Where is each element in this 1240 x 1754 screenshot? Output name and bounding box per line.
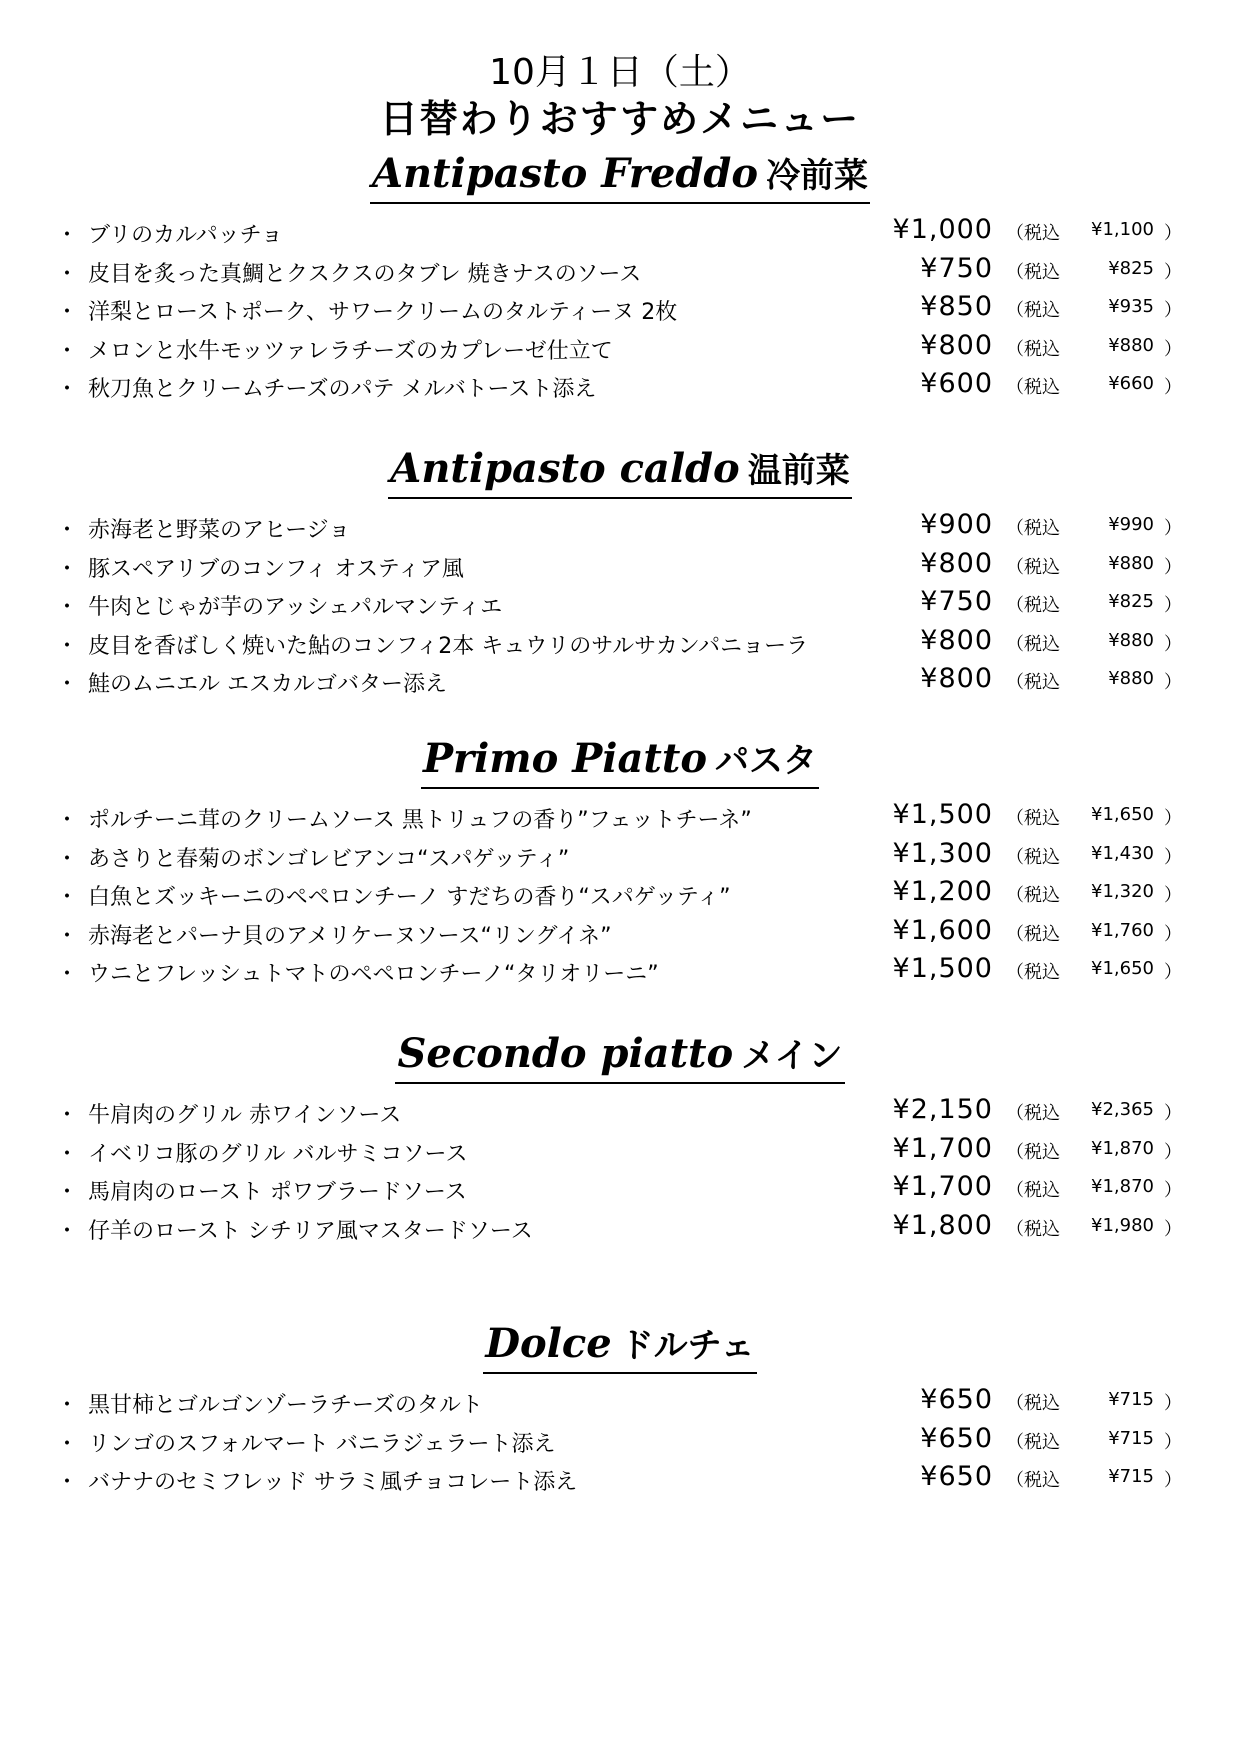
menu-item-list [0, 801, 1240, 994]
item-name: 白魚とズッキーニのペペロンチーノ すだちの香り“スパゲッティ” [88, 885, 731, 911]
menu-item [0, 511, 1240, 550]
menu-item [0, 665, 1240, 704]
bullet: ・ [56, 518, 79, 543]
tax-close: ） [1164, 377, 1182, 399]
tax-label: （税込 [1006, 1103, 1060, 1124]
item-tax-price: ¥1,760 [1091, 919, 1154, 941]
menu-subtitle: 日替わりおすすめメニュー [379, 97, 861, 141]
item-name: 仔羊のロースト シチリア風マスタードソース [88, 1218, 533, 1244]
menu-item [0, 252, 1240, 294]
item-tax-price: ¥1,980 [1091, 1214, 1154, 1236]
menu-item [0, 216, 1240, 255]
bullet: ・ [56, 261, 79, 287]
item-tax-price: ¥1,100 [1091, 219, 1154, 240]
item-price: ¥650 [920, 1422, 993, 1454]
menu-item [0, 1209, 1240, 1251]
tax-label: （税込 [1006, 261, 1060, 283]
item-price: ¥1,700 [892, 1171, 993, 1203]
bullet: ・ [56, 223, 79, 248]
section-heading [0, 150, 1240, 210]
tax-label: （税込 [1006, 672, 1060, 694]
item-price: ¥800 [920, 329, 993, 361]
tax-close: ） [1164, 1180, 1182, 1202]
item-price: ¥900 [920, 509, 993, 540]
bullet: ・ [56, 672, 79, 698]
item-name: 馬肩肉のロースト ポワブラードソース [88, 1180, 467, 1206]
item-name: 秋刀魚とクリームチーズのパテ メルバトースト添え [88, 377, 597, 403]
item-name: バナナのセミフレッド サラミ風チョコレート添え [88, 1470, 578, 1496]
section-title-jp: パスタ [715, 741, 818, 781]
section-title-en: Secondo piatto [397, 1030, 734, 1077]
menu-item-list [0, 216, 1240, 409]
item-name: ポルチーニ茸のクリームソース 黒トリュフの香り”フェットチーネ” [88, 808, 752, 833]
item-tax-price: ¥880 [1108, 552, 1154, 574]
item-name: 牛肩肉のグリル 赤ワインソース [88, 1103, 402, 1128]
tax-label: （税込 [1006, 377, 1060, 399]
item-name: 鮭のムニエル エスカルゴバター添え [88, 672, 447, 698]
item-name: 黒甘柿とゴルゴンゾーラチーズのタルト [88, 1393, 483, 1418]
section-heading [0, 735, 1240, 795]
menu-section [0, 1030, 1240, 1250]
tax-label: （税込 [1006, 300, 1060, 322]
tax-label: （税込 [1006, 556, 1060, 578]
menu-item [0, 1096, 1240, 1135]
tax-close: ） [1164, 261, 1182, 283]
menu-item [0, 293, 1240, 332]
tax-close: ） [1164, 1218, 1182, 1240]
item-name: 豚スペアリブのコンフィ オスティア風 [88, 556, 464, 582]
item-tax-price: ¥715 [1108, 1466, 1154, 1488]
item-tax-price: ¥660 [1108, 373, 1154, 395]
item-tax-price: ¥2,365 [1091, 1099, 1154, 1120]
menu-item [0, 1173, 1240, 1212]
item-price: ¥600 [920, 368, 993, 400]
tax-label: （税込 [1006, 846, 1060, 868]
item-price: ¥2,150 [892, 1094, 993, 1125]
item-name: 皮目を炙った真鯛とクスクスのタブレ 焼きナスのソース [88, 261, 642, 287]
tax-close: ） [1164, 923, 1182, 945]
item-price: ¥850 [920, 291, 993, 323]
tax-close: ） [1164, 672, 1182, 694]
tax-label: （税込 [1006, 1218, 1060, 1240]
menu-item [0, 914, 1240, 956]
tax-close: ） [1164, 1470, 1182, 1492]
bullet: ・ [56, 1393, 79, 1418]
item-price: ¥1,200 [892, 876, 993, 908]
bullet: ・ [56, 1431, 79, 1457]
tax-close: ） [1164, 300, 1182, 322]
bullet: ・ [56, 808, 79, 833]
tax-close: ） [1164, 885, 1182, 907]
item-price: ¥1,000 [892, 214, 993, 245]
menu-item [0, 547, 1240, 589]
menu-item-list [0, 511, 1240, 704]
item-price: ¥1,700 [892, 1132, 993, 1164]
item-tax-price: ¥1,870 [1091, 1137, 1154, 1159]
menu-item [0, 1463, 1240, 1502]
menu-section [0, 735, 1240, 994]
item-price: ¥800 [920, 624, 993, 656]
tax-close: ） [1164, 518, 1182, 539]
item-name: ウニとフレッシュトマトのペペロンチーノ“タリオリーニ” [88, 962, 659, 988]
item-tax-price: ¥1,650 [1091, 804, 1154, 825]
menu-section [0, 1320, 1240, 1502]
tax-close: ） [1164, 846, 1182, 868]
bullet: ・ [56, 885, 79, 911]
item-price: ¥750 [920, 586, 993, 618]
tax-label: （税込 [1006, 1470, 1060, 1492]
item-name: 牛肉とじゃが芋のアッシェパルマンティエ [88, 595, 503, 621]
section-title-jp: 冷前菜 [766, 156, 869, 196]
item-price: ¥1,500 [892, 953, 993, 985]
menu-item [0, 588, 1240, 627]
tax-label: （税込 [1006, 885, 1060, 907]
item-name: 赤海老とパーナ貝のアメリケーヌソース“リングイネ” [88, 923, 612, 949]
tax-close: ） [1164, 595, 1182, 617]
item-name: 赤海老と野菜のアヒージョ [88, 518, 351, 543]
tax-label: （税込 [1006, 1141, 1060, 1163]
item-tax-price: ¥1,430 [1091, 842, 1154, 864]
bullet: ・ [56, 1218, 79, 1244]
bullet: ・ [56, 300, 79, 326]
menu-date: 10月１日（土） [489, 52, 751, 93]
section-title [370, 150, 870, 204]
tax-close: ） [1164, 223, 1182, 244]
section-title-en: Dolce [485, 1320, 612, 1367]
tax-close: ） [1164, 1141, 1182, 1163]
item-price: ¥650 [920, 1461, 993, 1493]
tax-label: （税込 [1006, 808, 1060, 829]
menu-item [0, 370, 1240, 409]
tax-label: （税込 [1006, 962, 1060, 984]
tax-label: （税込 [1006, 595, 1060, 617]
item-name: 皮目を香ばしく焼いた鮎のコンフィ2本 キュウリのサルサカンパニョーラ [88, 633, 809, 659]
menu-item [0, 329, 1240, 371]
bullet: ・ [56, 1141, 79, 1167]
section-title-en: Antipasto Freddo [371, 150, 759, 197]
bullet: ・ [56, 1470, 79, 1496]
section-title [483, 1320, 756, 1374]
bullet: ・ [56, 923, 79, 949]
tax-label: （税込 [1006, 1431, 1060, 1453]
bullet: ・ [56, 633, 79, 659]
item-tax-price: ¥990 [1108, 514, 1154, 535]
tax-label: （税込 [1006, 223, 1060, 244]
item-name: リンゴのスフォルマート バニラジェラート添え [88, 1431, 556, 1457]
section-heading [0, 1030, 1240, 1090]
menu-section [0, 150, 1240, 409]
tax-label: （税込 [1006, 1393, 1060, 1414]
item-name: ブリのカルパッチョ [88, 223, 283, 248]
item-tax-price: ¥935 [1108, 296, 1154, 318]
menu-item [0, 801, 1240, 840]
section-heading [0, 1320, 1240, 1380]
item-price: ¥1,500 [892, 799, 993, 830]
section-title [421, 735, 819, 789]
section-title-jp: 温前菜 [747, 451, 850, 491]
bullet: ・ [56, 1103, 79, 1128]
menu-section [0, 445, 1240, 704]
section-title-en: Primo Piatto [422, 735, 708, 782]
item-name: メロンと水牛モッツァレラチーズのカプレーゼ仕立て [88, 338, 613, 364]
item-tax-price: ¥880 [1108, 629, 1154, 651]
item-name: イベリコ豚のグリル バルサミコソース [88, 1141, 468, 1167]
bullet: ・ [56, 595, 79, 621]
section-title-en: Antipasto caldo [390, 445, 740, 492]
menu-item [0, 1386, 1240, 1425]
item-price: ¥1,300 [892, 837, 993, 869]
menu-item [0, 1132, 1240, 1174]
menu-item [0, 624, 1240, 666]
item-price: ¥750 [920, 252, 993, 284]
tax-close: ） [1164, 633, 1182, 655]
tax-label: （税込 [1006, 1180, 1060, 1202]
item-name: 洋梨とローストポーク、サワークリームのタルティーヌ 2枚 [88, 300, 678, 326]
tax-label: （税込 [1006, 518, 1060, 539]
tax-close: ） [1164, 962, 1182, 984]
tax-close: ） [1164, 556, 1182, 578]
section-title [395, 1030, 844, 1084]
tax-close: ） [1164, 1431, 1182, 1453]
bullet: ・ [56, 1180, 79, 1206]
section-title [388, 445, 851, 499]
item-tax-price: ¥880 [1108, 668, 1154, 690]
menu-item [0, 878, 1240, 917]
bullet: ・ [56, 556, 79, 582]
item-tax-price: ¥1,870 [1091, 1176, 1154, 1198]
item-price: ¥1,600 [892, 914, 993, 946]
item-price: ¥1,800 [892, 1209, 993, 1241]
tax-label: （税込 [1006, 338, 1060, 360]
bullet: ・ [56, 377, 79, 403]
bullet: ・ [56, 338, 79, 364]
menu-item [0, 837, 1240, 879]
item-price: ¥800 [920, 663, 993, 695]
tax-close: ） [1164, 1393, 1182, 1414]
item-tax-price: ¥1,320 [1091, 881, 1154, 903]
tax-close: ） [1164, 1103, 1182, 1124]
bullet: ・ [56, 962, 79, 988]
menu-item [0, 955, 1240, 994]
item-tax-price: ¥1,650 [1091, 958, 1154, 980]
item-tax-price: ¥715 [1108, 1389, 1154, 1410]
item-tax-price: ¥880 [1108, 334, 1154, 356]
item-tax-price: ¥825 [1108, 591, 1154, 613]
section-title-jp: ドルチェ [619, 1326, 755, 1366]
section-title-jp: メイン [741, 1036, 843, 1076]
tax-close: ） [1164, 808, 1182, 829]
menu-item [0, 1422, 1240, 1464]
tax-label: （税込 [1006, 633, 1060, 655]
item-tax-price: ¥825 [1108, 257, 1154, 279]
menu-item-list [0, 1096, 1240, 1250]
section-heading [0, 445, 1240, 505]
tax-label: （税込 [1006, 923, 1060, 945]
item-price: ¥800 [920, 547, 993, 579]
bullet: ・ [56, 846, 79, 872]
item-price: ¥650 [920, 1384, 993, 1415]
menu-item-list [0, 1386, 1240, 1502]
item-tax-price: ¥715 [1108, 1427, 1154, 1449]
item-name: あさりと春菊のボンゴレビアンコ“スパゲッティ” [88, 846, 570, 872]
tax-close: ） [1164, 338, 1182, 360]
